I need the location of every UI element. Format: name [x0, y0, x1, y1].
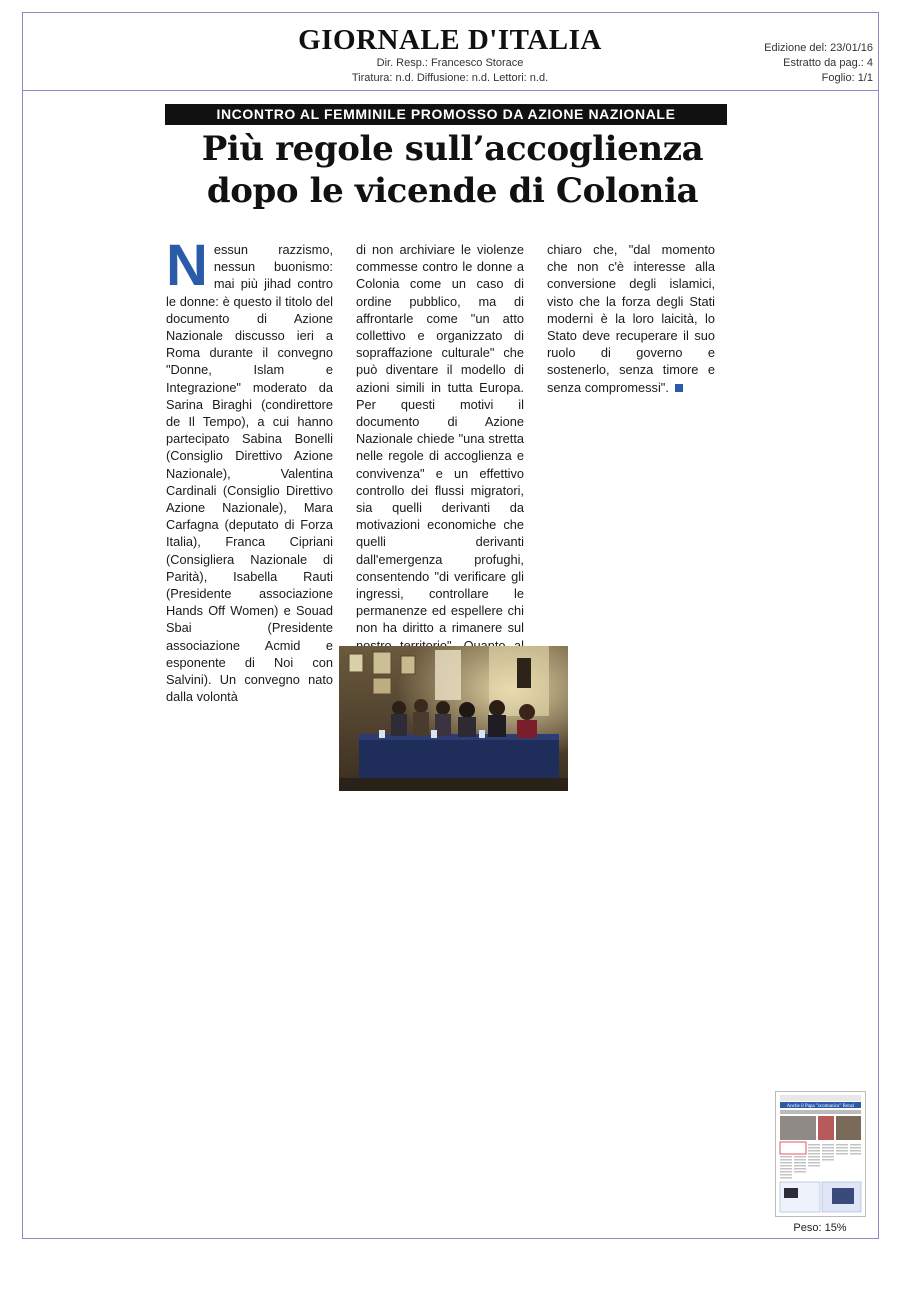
article-column-1 [166, 233, 333, 705]
edition-date: Edizione del: 23/01/16 [764, 42, 873, 54]
conference-photo-icon [339, 646, 568, 791]
headline-line-2: dopo le vicende di Colonia [206, 171, 699, 211]
drop-cap: N [166, 233, 208, 298]
article-column-3 [547, 241, 715, 396]
sheet-number: Foglio: 1/1 [821, 72, 873, 84]
headline-line-1: Più regole sull’accoglienza [201, 129, 704, 169]
newspaper-title: GIORNALE D'ITALIA [298, 24, 602, 56]
article-headline [165, 128, 740, 212]
header-divider [22, 90, 879, 91]
edition-info [764, 41, 873, 86]
director-line: Dir. Resp.: Francesco Storace [376, 57, 524, 69]
masthead [250, 24, 650, 86]
article-kicker: INCONTRO AL FEMMINILE PROMOSSO DA AZIONE NAZIONALE [165, 104, 727, 125]
column-2-text: di non archiviare le violenze commesse contro le donne a Colonia come un caso di ordine pubblico, ma di affrontarle come "un atto collettivo e organizzato di sopraffazione culturale" che può diventare il modello di azioni simili in tutta Europa. Per questi motivi il documento di Azione Nazionale chiede "una stretta nelle regole di accoglienza e convivenza" e un effettivo controllo dei flussi migratori, sia quelli derivanti da motivazioni economiche che quelli derivanti dall'emergenza profughi, consentendo "di verificare gli ingressi, controllare le permanenze ed espellere chi non ha diritto a rimanere sul [356, 242, 524, 636]
article-column-2 [356, 241, 524, 688]
end-mark-icon [675, 384, 683, 392]
circulation-line: Tiratura: n.d. Diffusione: n.d. Lettori: n.d. [351, 72, 549, 84]
weight-label: Peso: 15% [793, 1222, 847, 1234]
page-number: Estratto da pag.: 4 [783, 57, 873, 69]
article-photo [339, 646, 568, 791]
column-1-text: essun razzismo, nessun buonismo: mai più jihad contro le donne: è questo il titolo del documento di Azione Nazionale discusso ieri a Roma durante il convegno "Donne, Islam e Integrazione" moderato da Sarina Biraghi (condirettore de Il Tempo), a cui hanno partecipato Sabina Bonelli (Consiglio Direttivo Azione Nazionale), Valentina Cardinali (Consiglio Direttivo Azione Nazionale), Mara Carfagna (deputato di Forza Italia), Franca Cipriani (Consigliera Nazionale di Parità), Isabella Rauti (Presidente associazione Hands Off Women) e Souad Sbai (Presidente associazione Acmid e esponente di Noi con Salvini). Un convegno nato dalla volontà [166, 242, 333, 705]
thumbnail-headline: Anche il Papa "scomunica" Renzi [786, 1104, 855, 1109]
page-thumbnail[interactable] [775, 1091, 866, 1217]
column-3-text: chiaro che, "dal momento che non c'è interesse alla conversione degli islamici, visto che la forza degli Stati moderni è la loro laicità, lo Stato deve recuperare il suo ruolo di governo e sostenerlo, senza timore e senza compromessi". [547, 242, 715, 395]
newspaper-page-thumbnail-icon [776, 1092, 865, 1216]
